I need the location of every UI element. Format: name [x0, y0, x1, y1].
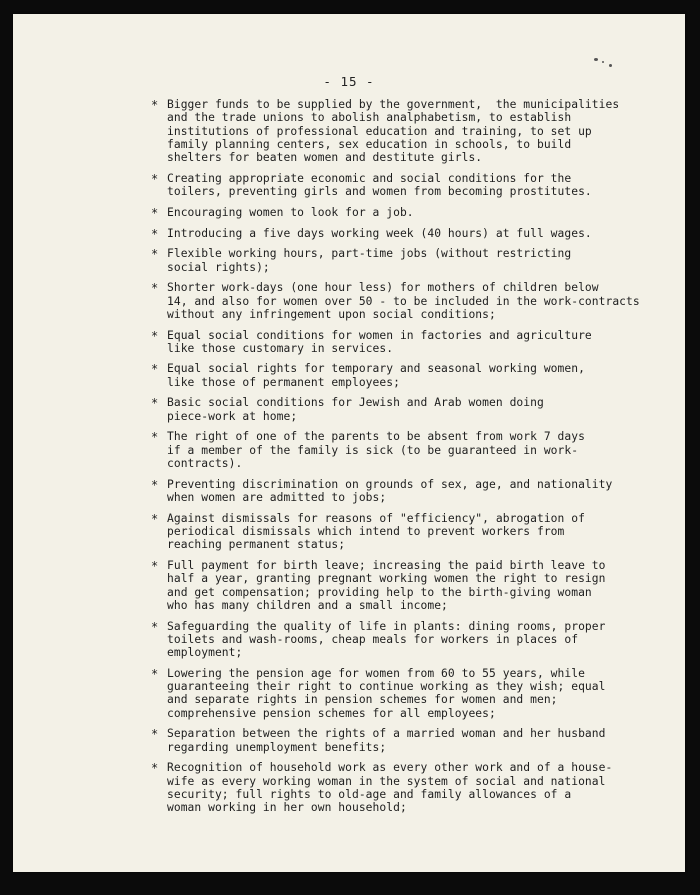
- item-text-line: comprehensive pension schemes for all employees;: [167, 706, 496, 720]
- item-text-line: employment;: [167, 646, 243, 660]
- bullet-asterisk: *: [151, 226, 159, 241]
- item-text-line: The right of one of the parents to be absent from work 7 days: [167, 430, 585, 444]
- item-text-line: Shorter work-days (one hour less) for mothers of children below: [167, 281, 599, 295]
- list-item: [151, 559, 681, 612]
- item-text-line: social rights);: [167, 260, 270, 274]
- item-text-line: wife as every working woman in the system of social and national: [167, 774, 606, 788]
- item-text-line: Full payment for birth leave; increasing the paid birth leave to: [167, 559, 606, 572]
- bullet-asterisk: *: [151, 619, 159, 634]
- item-text-line: periodical dismissals which intend to prevent workers from: [167, 525, 565, 539]
- bullet-asterisk: *: [151, 205, 159, 220]
- item-text-line: Safeguarding the quality of life in plants: dining rooms, proper: [167, 619, 606, 633]
- bullet-asterisk: *: [151, 761, 159, 776]
- item-text-line: contracts).: [167, 457, 243, 471]
- list-item: [151, 512, 681, 552]
- item-text-line: Flexible working hours, part-time jobs (without restricting: [167, 247, 572, 261]
- bullet-asterisk: *: [151, 98, 159, 112]
- item-text-line: like those of permanent employees;: [167, 375, 400, 389]
- ink-speck: [594, 58, 598, 61]
- item-text-line: who has many children and a small income;: [167, 598, 448, 612]
- list-item: [151, 478, 681, 505]
- item-text-line: Recognition of household work as every other work and of a house-: [167, 761, 613, 775]
- list-item: [151, 98, 681, 164]
- bullet-asterisk: *: [151, 666, 159, 681]
- item-text-line: reaching permanent status;: [167, 538, 346, 552]
- ink-speck: [602, 61, 604, 63]
- bullet-asterisk: *: [151, 171, 159, 186]
- item-text-line: and get compensation; providing help to the birth-giving woman: [167, 585, 592, 599]
- list-item: [151, 396, 681, 423]
- list-item: [151, 172, 681, 199]
- item-text-line: half a year, granting pregnant working women the right to resign: [167, 572, 606, 586]
- bullet-asterisk: *: [151, 362, 159, 377]
- item-text-line: like those customary in services.: [167, 341, 394, 355]
- item-text-line: family planning centers, sex education in schools, to build: [167, 137, 572, 151]
- list-item: [151, 206, 681, 219]
- bullet-asterisk: *: [151, 281, 159, 296]
- item-text-line: Basic social conditions for Jewish and Arab women doing: [167, 396, 544, 410]
- item-text-line: security; full rights to old-age and family allowances of a: [167, 788, 572, 802]
- item-text-line: when women are admitted to jobs;: [167, 491, 387, 505]
- item-text-line: piece-work at home;: [167, 409, 298, 423]
- item-text-line: Creating appropriate economic and social conditions for the: [167, 171, 572, 185]
- list-item: [151, 247, 681, 274]
- bullet-asterisk: *: [151, 727, 159, 742]
- item-text-line: guaranteeing their right to continue working as they wish; equal: [167, 680, 606, 694]
- item-text-line: and the trade unions to abolish analphabetism, to establish: [167, 111, 572, 125]
- item-text-line: Separation between the rights of a married woman and her husband: [167, 727, 606, 741]
- list-item: [151, 727, 681, 754]
- item-text-line: toilets and wash-rooms, cheap meals for workers in places of: [167, 632, 579, 646]
- list-item: [151, 761, 681, 814]
- item-text-line: Introducing a five days working week (40 hours) at full wages.: [167, 226, 592, 240]
- item-text-line: Encouraging women to look for a job.: [167, 205, 414, 219]
- item-text-line: institutions of professional education and training, to set up: [167, 124, 592, 138]
- ink-speck: [609, 64, 612, 67]
- item-text-line: and separate rights in pension schemes for women and men;: [167, 693, 558, 707]
- list-item: [151, 227, 681, 240]
- item-text-line: regarding unemployment benefits;: [167, 740, 387, 754]
- demands-list: [151, 98, 681, 822]
- page-number: - 15 -: [323, 74, 375, 89]
- bullet-asterisk: *: [151, 511, 159, 526]
- item-text-line: without any infringement upon social conditions;: [167, 307, 496, 321]
- item-text-line: Equal social conditions for women in factories and agriculture: [167, 328, 592, 342]
- item-text-line: Bigger funds to be supplied by the government, the municipalities: [167, 98, 620, 111]
- bullet-asterisk: *: [151, 559, 159, 573]
- bullet-asterisk: *: [151, 396, 159, 411]
- list-item: [151, 281, 681, 321]
- list-item: [151, 362, 681, 389]
- bullet-asterisk: *: [151, 477, 159, 492]
- item-text-line: 14, and also for women over 50 - to be included in the work-contracts: [167, 294, 640, 308]
- item-text-line: Preventing discrimination on grounds of sex, age, and nationality: [167, 477, 613, 491]
- item-text-line: Equal social rights for temporary and seasonal working women,: [167, 362, 585, 376]
- list-item: [151, 329, 681, 356]
- item-text-line: toilers, preventing girls and women from becoming prostitutes.: [167, 185, 592, 199]
- item-text-line: shelters for beaten women and destitute girls.: [167, 151, 483, 165]
- bullet-asterisk: *: [151, 247, 159, 262]
- bullet-asterisk: *: [151, 328, 159, 343]
- item-text-line: if a member of the family is sick (to be guaranteed in work-: [167, 443, 579, 457]
- list-item: [151, 620, 681, 660]
- item-text-line: Lowering the pension age for women from 60 to 55 years, while: [167, 666, 585, 680]
- item-text-line: Against dismissals for reasons of "efficiency", abrogation of: [167, 511, 585, 525]
- document-page: [13, 14, 685, 872]
- item-text-line: woman working in her own household;: [167, 801, 407, 815]
- bullet-asterisk: *: [151, 430, 159, 445]
- list-item: [151, 430, 681, 470]
- list-item: [151, 667, 681, 720]
